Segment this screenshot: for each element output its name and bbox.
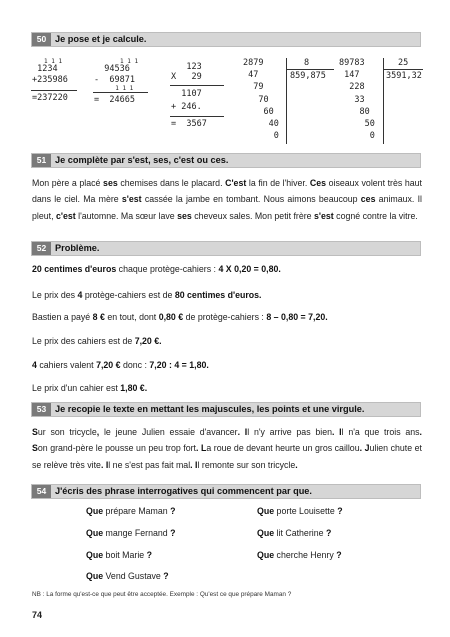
text-run: porte Louisette xyxy=(274,506,338,516)
answer-fill: 4 xyxy=(32,360,37,370)
remainder-step: 79 xyxy=(243,82,264,92)
answer-fill: Ces xyxy=(309,178,327,188)
answer-fill: S xyxy=(32,427,38,437)
text-run: pleut, xyxy=(32,210,56,221)
text-run: boit Marie xyxy=(103,550,147,560)
borrow-digits: 1 1 1 xyxy=(108,85,134,92)
exercise-51-header xyxy=(31,153,421,168)
answer-fill: Que xyxy=(257,528,275,538)
text-line xyxy=(32,191,422,207)
answer-fill: 1,80 €. xyxy=(120,383,148,393)
answer-fill: ses xyxy=(177,210,192,221)
question-right xyxy=(257,528,331,538)
exercise-number: 50 xyxy=(32,33,51,46)
quotient-line xyxy=(383,69,423,70)
text-run: dans le ciel. Ma mère xyxy=(32,194,122,205)
exercise-title: J'écris des phrase interrogatives qui commencent par que. xyxy=(55,486,312,496)
answer-fill: 7,20 € xyxy=(96,360,121,370)
text-run: animaux. Il xyxy=(375,194,422,205)
exercise-number: 51 xyxy=(32,154,51,167)
divisor: 8 xyxy=(304,58,310,68)
text-run: oiseaux volent très haut xyxy=(326,178,422,188)
answer-fill: ? xyxy=(325,528,332,538)
text-run: se relève très vite xyxy=(32,459,101,470)
answer-fill: s'est xyxy=(121,194,142,205)
division-bar xyxy=(383,58,384,144)
answer-line xyxy=(32,336,162,346)
answer-fill: . J xyxy=(359,443,370,454)
exercise-title: Je pose et je calcule. xyxy=(55,34,147,44)
answer-line xyxy=(32,383,147,393)
answer-fill: 4 X 0,20 = 0,80. xyxy=(218,264,281,274)
partial-product-1: 1107 xyxy=(171,89,202,99)
remainder-step: 0 xyxy=(243,131,279,141)
operand-a: 94536 xyxy=(94,64,130,74)
answer-fill: . I xyxy=(100,459,109,470)
text-run: l remonte sur son tricycle xyxy=(197,459,296,470)
text-run: cheveux sales. Mon petit frère xyxy=(191,210,315,221)
text-run: Le prix des cahiers est de xyxy=(32,336,135,346)
quotient-line xyxy=(286,69,334,70)
exercise-50-header xyxy=(31,32,421,47)
text-line xyxy=(32,208,422,224)
text-run: Le prix d'un cahier est xyxy=(32,383,121,393)
text-run: on grand-père le pousse un peu trop fort xyxy=(37,443,196,454)
answer-fill: 7,20 €. xyxy=(134,336,162,346)
text-run: cogné contre la vitre. xyxy=(333,210,418,221)
text-line xyxy=(32,440,422,456)
answer-fill: S xyxy=(32,443,38,454)
exercise-54-header xyxy=(31,484,421,499)
carry-digits: 1 1 1 xyxy=(44,58,63,65)
exercise-title: Problème. xyxy=(55,243,100,253)
question-left xyxy=(86,550,152,560)
text-run: Bastien a payé xyxy=(32,312,93,322)
text-run: mange Fernand xyxy=(103,528,171,538)
answer-fill: . xyxy=(295,459,298,470)
divisor: 25 xyxy=(398,58,409,68)
answer-fill: 7,20 : 4 = 1,80. xyxy=(149,360,209,370)
dividend: 2879 xyxy=(243,58,264,68)
answer-fill: c'est xyxy=(55,210,76,221)
text-run: lit Catherine xyxy=(274,528,326,538)
note: NB : La forme qu'est-ce que peut être acceptée. Exemple : Qu'est ce que prépare Maman ? xyxy=(32,591,292,598)
answer-fill: Que xyxy=(257,550,275,560)
remainder-step: 228 xyxy=(339,82,365,92)
text-run: ur son tricycle xyxy=(37,427,97,437)
answer-line xyxy=(32,290,262,300)
answer-fill: 20 centimes d'euros xyxy=(32,264,117,274)
text-run: l n'y arrive pas bien xyxy=(247,427,332,437)
remainder-step: 33 xyxy=(339,95,365,105)
exercise-title: Je complète par s'est, ses, c'est ou ces. xyxy=(55,155,229,165)
quotient: 3591,32 xyxy=(386,71,422,81)
result: = 24665 xyxy=(94,95,135,105)
answer-fill: Que xyxy=(86,528,104,538)
text-run: cassée la jambe en tombant. Nous aimons beaucoup xyxy=(141,194,361,205)
remainder-step: 47 xyxy=(243,70,259,80)
carry-digits: 1 1 1 xyxy=(120,58,139,65)
answer-fill: C'est xyxy=(225,178,247,188)
result-line xyxy=(93,92,148,93)
text-run: cahiers valent xyxy=(36,360,97,370)
exercise-52-header xyxy=(31,241,421,256)
quotient: 859,875 xyxy=(290,71,326,81)
answer-fill: . L xyxy=(196,443,207,454)
answer-fill: Que xyxy=(257,506,275,516)
exercise-number: 53 xyxy=(32,403,51,416)
exercise-53-answer-text xyxy=(32,424,422,473)
answer-fill: ses xyxy=(103,178,118,188)
text-line xyxy=(32,424,422,440)
text-run: Mon père a placé xyxy=(32,178,104,188)
question-right xyxy=(257,506,343,516)
answer-fill: ? xyxy=(170,506,176,516)
exercise-title: Je recopie le texte en mettant les majuscules, les points et une virgule. xyxy=(55,404,365,414)
text-run: Le prix des xyxy=(32,290,78,300)
result-line xyxy=(170,116,224,117)
text-run: l ne s'est pas fait mal xyxy=(108,459,191,470)
operand-a: 1234 xyxy=(32,64,58,74)
answer-fill: ? xyxy=(163,571,169,581)
operand-b: - 69871 xyxy=(94,75,135,85)
answer-fill: 80 centimes d'euros. xyxy=(174,290,262,300)
exercise-number: 52 xyxy=(32,242,51,255)
page-number: 74 xyxy=(32,610,43,620)
dividend: 89783 xyxy=(339,58,365,68)
answer-line xyxy=(32,312,328,322)
remainder-step: 40 xyxy=(243,119,279,129)
text-line xyxy=(32,457,422,473)
text-run: l'automne. Ma sœur lave xyxy=(75,210,178,221)
text-run: a roue de devant heurte un gros caillou xyxy=(206,443,360,454)
operand-b: +235986 xyxy=(32,75,68,85)
answer-fill: , xyxy=(96,427,100,437)
remainder-step: 80 xyxy=(339,107,370,117)
question-right xyxy=(257,550,342,560)
operand-b: X 29 xyxy=(171,72,202,82)
answer-fill: ? xyxy=(337,506,343,516)
question-left xyxy=(86,506,175,516)
answer-fill: . I xyxy=(237,427,248,437)
answer-fill: . I xyxy=(331,427,342,437)
answer-fill: 8 – 0,80 = 7,20. xyxy=(266,312,328,322)
text-run: chaque protège-cahiers : xyxy=(116,264,219,274)
answer-fill: ? xyxy=(336,550,342,560)
text-run: chemises dans le placard. xyxy=(117,178,226,188)
answer-fill: ? xyxy=(146,550,152,560)
text-run: la fin de l'hiver. xyxy=(246,178,310,188)
answer-fill: . xyxy=(419,427,422,437)
text-run: cherche Henry xyxy=(274,550,337,560)
text-line xyxy=(32,175,422,191)
exercise-number: 54 xyxy=(32,485,51,498)
result: = 3567 xyxy=(171,119,207,129)
question-left xyxy=(86,528,175,538)
remainder-step: 70 xyxy=(243,95,269,105)
division-bar xyxy=(286,58,287,144)
remainder-step: 50 xyxy=(339,119,375,129)
answer-fill: s'est xyxy=(314,210,334,221)
remainder-step: 60 xyxy=(243,107,274,117)
answer-fill: ? xyxy=(170,528,176,538)
text-run: le jeune Julien essaie d'avancer xyxy=(99,427,238,437)
text-run: protège-cahiers est de xyxy=(82,290,175,300)
text-run: ulien chute et xyxy=(369,443,422,454)
operand-a: 123 xyxy=(171,62,202,72)
answer-fill: 4 xyxy=(77,290,83,300)
remainder-step: 0 xyxy=(339,131,375,141)
exercise-53-header xyxy=(31,402,421,417)
answer-fill: 0,80 € xyxy=(158,312,184,322)
text-run: donc : xyxy=(120,360,150,370)
answer-fill: ces xyxy=(360,194,376,205)
partial-product-2: + 246. xyxy=(171,102,202,112)
question-left xyxy=(86,571,169,581)
text-run: l n'a que trois ans xyxy=(341,427,420,437)
product-line xyxy=(170,85,224,86)
answer-fill: Que xyxy=(86,506,104,516)
exercise-51-answer-text xyxy=(32,175,422,224)
answer-fill: Que xyxy=(86,550,104,560)
result-line xyxy=(31,90,77,91)
answer-fill: 8 € xyxy=(92,312,105,322)
text-run: de protège-cahiers : xyxy=(183,312,267,322)
answer-fill: . I xyxy=(190,459,198,470)
remainder-step: 147 xyxy=(339,70,360,80)
text-run: Vend Gustave xyxy=(103,571,164,581)
text-run: prépare Maman xyxy=(103,506,171,516)
result: =237220 xyxy=(32,93,68,103)
answer-line xyxy=(32,264,281,274)
answer-fill: Que xyxy=(86,571,104,581)
answer-line xyxy=(32,360,209,370)
text-run: en tout, dont xyxy=(104,312,159,322)
